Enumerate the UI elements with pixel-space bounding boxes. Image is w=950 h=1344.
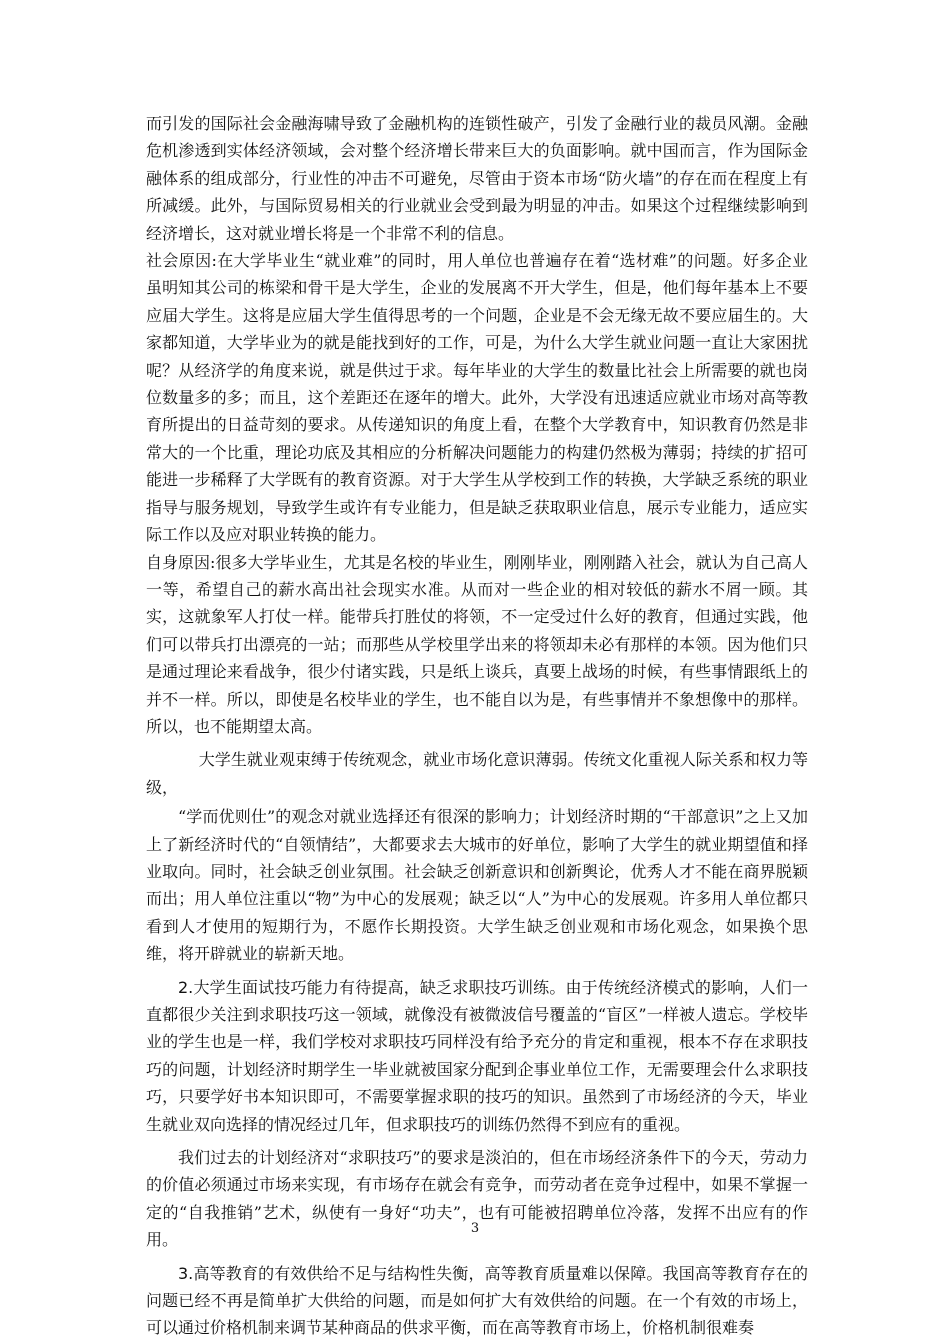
page-number: 3 bbox=[470, 1221, 480, 1236]
paragraph-higher-education-supply bbox=[146, 1260, 808, 1342]
paragraph-self-marketing: 我们过去的计划经济对“求职技巧”的要求是淡泊的，但在市场经济条件下的今天，劳动力的价值必须通过市场来实现，有市场存在就会有竞争，而劳动者在竞争过程中，如果不掌握一定的“自我推销”艺术，纵使有一身好“功夫”，也有可能被招聘单位冷落，发挥不出应有的作用。 bbox=[146, 1148, 808, 1250]
paragraph-higher-education-supply-text: 高等教育的有效供给不足与结构性失衡，高等教育质量难以保障。我国高等教育存在的问题已经不再是简单扩大供给的问题，而是如何扩大有效供给的问题。在一个有效的市场上，可以通过价格机制来调节某种商品的供求平衡，而在高等教育市场上，价格机制很难奏 bbox=[146, 1263, 808, 1338]
paragraph-financial-crisis: 而引发的国际社会金融海啸导致了金融机构的连锁性破产，引发了金融行业的裁员风潮。金融危机渗透到实体经济领域，会对整个经济增长带来巨大的负面影响。就中国而言，作为国际金融体系的组成部分，行业性的冲击不可避免，尽管由于资本市场“防火墙”的存在而在程度上有所减缓。此外，与国际贸易相关的行业就业会受到最为明显的冲击。如果这个过程继续影响到经济增长，这对就业增长将是一个非常不利的信息。 bbox=[146, 114, 808, 243]
paragraph-traditional-concepts-intro: 大学生就业观束缚于传统观念，就业市场化意识薄弱。传统文化重视人际关系和权力等级， bbox=[146, 750, 808, 797]
section-number-3: 3. bbox=[178, 1263, 194, 1283]
paragraph-personal-causes: 自身原因:很多大学毕业生，尤其是名校的毕业生，刚刚毕业，刚刚踏入社会，就认为自己高人一等，希望自己的薪水高出社会现实水准。从而对一些企业的相对较低的薪水不屑一顾。其实，这就象军人打仗一样。能带兵打胜仗的将领，不一定受过什么好的教育，但通过实践，他们可以带兵打出漂亮的一站；而那些从学校里学出来的将领却未必有那样的本领。因为他们只是通过理论来看战争，很少付诸实践，只是纸上谈兵，真要上战场的时候，有些事情跟纸上的并不一样。所以，即使是名校毕业的学生，也不能自以为是，有些事情并不象想像中的那样。所以，也不能期望太高。 bbox=[146, 552, 808, 736]
section-number-2: 2. bbox=[178, 977, 194, 997]
paragraph-social-causes: 社会原因:在大学毕业生“就业难”的同时，用人单位也普遍存在着“选材难”的问题。好多企业虽明知其公司的栋梁和骨干是大学生，企业的发展离不开大学生，但是，他们每年基本上不要应届大学生。这将是应届大学生值得思考的一个问题，企业是不会无缘无故不要应届生的。大家都知道，大学毕业为的就是能找到好的工作，可是，为什么大学生就业问题一直让大家困扰呢？从经济学的角度来说，就是供过于求。每年毕业的大学生的数量比社会上所需要的就也岗位数量多的多；而且，这个差距还在逐年的增大。此外，大学没有迅速适应就业市场对高等教育所提出的日益苛刻的要求。从传递知识的角度上看，在整个大学教育中，知识教育仍然是非常大的一个比重，理论功底及其相应的分析解决问题能力的构建仍然极为薄弱；持续的扩招可能进一步稀释了大学既有的教育资源。对于大学生从学校到工作的转换，大学缺乏系统的职业指导与服务规划，导致学生或许有专业能力，但是缺乏获取职业信息，展示专业能力，适应实际工作以及应对职业转换的能力。 bbox=[146, 251, 808, 545]
paragraph-interview-skills bbox=[146, 974, 808, 1138]
document-body bbox=[146, 110, 808, 1342]
paragraph-traditional-concepts: “学而优则仕”的观念对就业选择还有很深的影响力；计划经济时期的“干部意识”之上又加上了新经济时代的“自领情结”，大都要求去大城市的好单位，影响了大学生的就业期望值和择业取向。同时，社会缺乏创业氛围。社会缺乏创新意识和创新舆论，优秀人才不能在商界脱颖而出；用人单位注重以“物”为中心的发展观；缺乏以“人”为中心的发展观。许多用人单位都只看到人才使用的短期行为，不愿作长期投资。大学生缺乏创业观和市场化观念，如果换个思维，将开辟就业的崭新天地。 bbox=[146, 807, 808, 964]
paragraph-interview-skills-text: 大学生面试技巧能力有待提高，缺乏求职技巧训练。由于传统经济模式的影响，人们一直都很少关注到求职技巧这一领域，就像没有被微波信号覆盖的“盲区”一样被人遗忘。学校毕业的学生也是一样，我们学校对求职技巧同样没有给予充分的肯定和重视，根本不存在求职技巧的问题，计划经济时期学生一毕业就被国家分配到企事业单位工作，无需要理会什么求职技巧，只要学好书本知识即可，不需要掌握求职的技巧的知识。虽然到了市场经济的今天，毕业生就业双向选择的情况经过几年，但求职技巧的训练仍然得不到应有的重视。 bbox=[146, 977, 808, 1134]
